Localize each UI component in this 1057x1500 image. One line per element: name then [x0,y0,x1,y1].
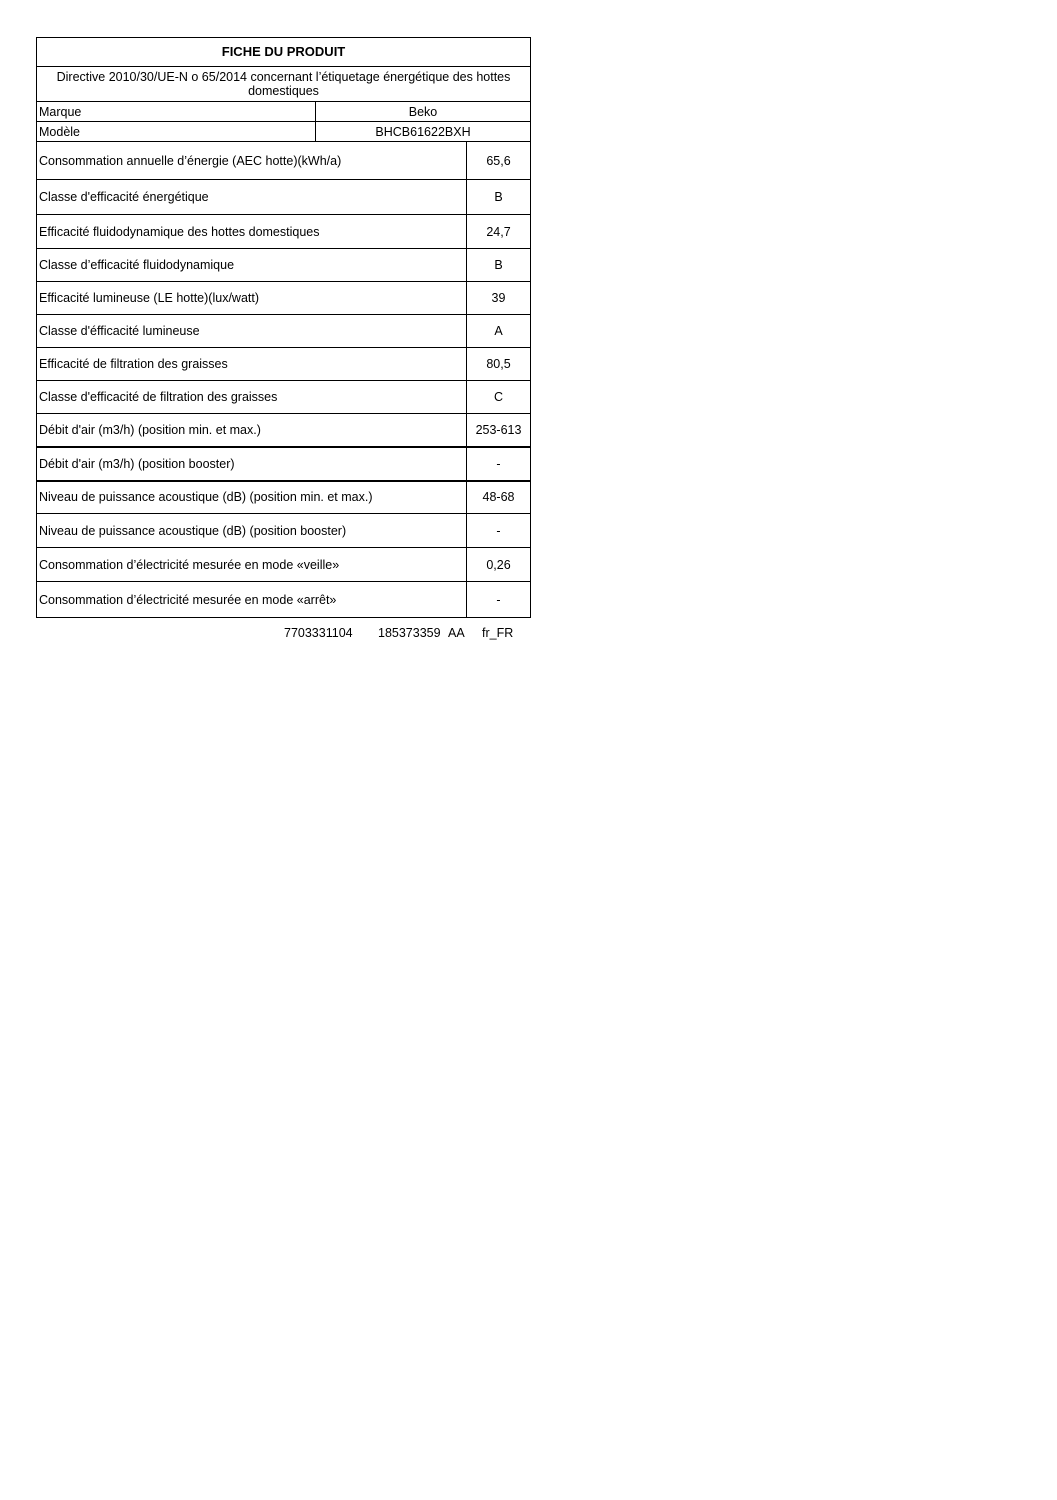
spec-label: Classe d'efficacité énergétique [37,180,467,215]
spec-row [37,215,531,249]
spec-label: Consommation annuelle d’énergie (AEC hotte)(kWh/a) [37,142,467,180]
spec-row [37,548,531,582]
spec-value: - [467,582,531,618]
spec-label: Débit d'air (m3/h) (position booster) [37,447,467,481]
footer-code-2: 185373359 [378,626,441,640]
directive-text: Directive 2010/30/UE-N o 65/2014 concernant l’étiquetage énergétique des hottes domestiques [37,67,531,102]
product-fiche [36,37,530,618]
spec-label: Classe d'efficacité de filtration des graisses [37,381,467,414]
spec-label: Niveau de puissance acoustique (dB) (position booster) [37,514,467,548]
spec-label: Classe d’efficacité fluidodynamique [37,249,467,282]
spec-row [37,348,531,381]
footer-code-1: 7703331104 [284,626,353,640]
brand-label: Marque [37,102,316,122]
spec-value: - [467,514,531,548]
spec-value: A [467,315,531,348]
spec-label: Consommation d’électricité mesurée en mode «arrêt» [37,582,467,618]
spec-label: Niveau de puissance acoustique (dB) (position min. et max.) [37,481,467,514]
spec-row [37,381,531,414]
spec-row [37,282,531,315]
spec-value: 80,5 [467,348,531,381]
spec-label: Débit d'air (m3/h) (position min. et max.) [37,414,467,447]
spec-value: 65,6 [467,142,531,180]
footer-revision: AA [448,626,465,640]
spec-row [37,481,531,514]
spec-value: 39 [467,282,531,315]
footer-reference [36,626,530,642]
brand-value: Beko [316,102,531,122]
model-label: Modèle [37,122,316,142]
spec-row [37,180,531,215]
spec-value: C [467,381,531,414]
footer-locale: fr_FR [482,626,514,640]
spec-row [37,249,531,282]
spec-row [37,582,531,618]
spec-label: Classe d'éfficacité lumineuse [37,315,467,348]
spec-row [37,447,531,481]
spec-label: Efficacité fluidodynamique des hottes domestiques [37,215,467,249]
spec-value: B [467,180,531,215]
spec-row [37,142,531,180]
spec-label: Efficacité de filtration des graisses [37,348,467,381]
spec-row [37,514,531,548]
product-fiche-table [36,37,531,618]
model-value: BHCB61622BXH [316,122,531,142]
spec-value: 0,26 [467,548,531,582]
spec-value: 48-68 [467,481,531,514]
spec-value: B [467,249,531,282]
spec-row [37,315,531,348]
spec-value: 253-613 [467,414,531,447]
spec-row [37,414,531,447]
spec-value: - [467,447,531,481]
spec-value: 24,7 [467,215,531,249]
spec-label: Efficacité lumineuse (LE hotte)(lux/watt) [37,282,467,315]
spec-label: Consommation d’électricité mesurée en mode «veille» [37,548,467,582]
fiche-title: FICHE DU PRODUIT [37,38,531,67]
